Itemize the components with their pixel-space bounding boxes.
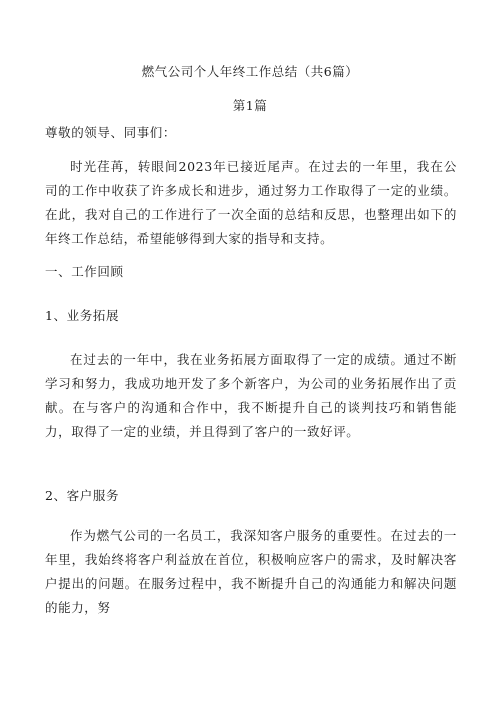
intro-paragraph: 时光荏苒，转眼间2023年已接近尾声。在过去的一年里，我在公司的工作中收获了许多成长和进步，通过努力工作取得了一定的业绩。在此，我对自己的工作进行了一次全面的总结和反思，也整理出如下的年终工作总结，希望能够得到大家的指导和支持。 xyxy=(45,159,457,246)
subsection-heading-customer-service: 2、客户服务 xyxy=(45,488,120,503)
document-title: 燃气公司个人年终工作总结（共6篇） xyxy=(141,64,359,79)
customer-service-paragraph: 作为燃气公司的一名员工，我深知客户服务的重要性。在过去的一年里，我始终将客户利益放在首位，积极响应客户的需求，及时解决客户提出的问题。在服务过程中，我不断提升自己的沟通能力和解决问题的能力，努 xyxy=(45,528,457,615)
chapter-heading: 第1篇 xyxy=(232,98,268,113)
subsection-heading-business-expansion: 1、业务拓展 xyxy=(45,308,120,323)
salutation: 尊敬的领导、同事们： xyxy=(45,125,177,140)
section-heading-work-review: 一、工作回顾 xyxy=(45,264,124,279)
business-expansion-paragraph: 在过去的一年中，我在业务拓展方面取得了一定的成绩。通过不断学习和努力，我成功地开发了多个新客户，为公司的业务拓展作出了贡献。在与客户的沟通和合作中，我不断提升自己的谈判技巧和销售能力，取得了一定的业绩，并且得到了客户的一致好评。 xyxy=(45,352,457,439)
